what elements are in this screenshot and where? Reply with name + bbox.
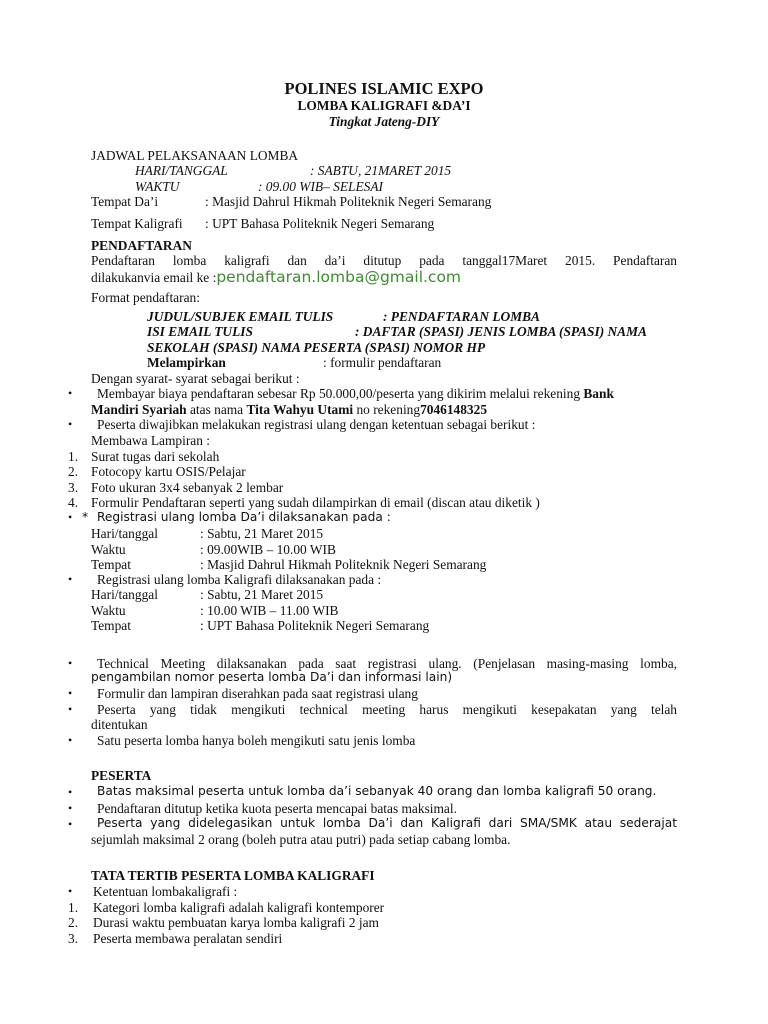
list-number: 2. [68, 915, 79, 930]
attachment-item: Surat tugas dari sekolah [91, 449, 220, 464]
rules-heading: TATA TERTIB PESERTA LOMBA KALIGRAFI [91, 868, 375, 883]
list-number: 1. [68, 900, 79, 915]
bullet-icon: • [68, 733, 73, 747]
rules-intro: Ketentuan lombakaligrafi : [93, 884, 238, 899]
email-body-value: : DAFTAR (SPASI) JENIS LOMBA (SPASI) NAMA [355, 324, 647, 339]
participants-quota: Batas maksimal peserta untuk lomba da’i sebanyak 40 orang dan lomba kaligrafi 50 orang. [97, 784, 657, 798]
account-holder: Tita Wahyu Utami [246, 402, 354, 417]
venue-dai-label: Tempat Da’i [91, 194, 159, 209]
absent-line-1: Peserta yang tidak mengikuti technical meeting harus mengikuti kesepakatan yang telah [97, 702, 677, 717]
participants-delegation-line-1: Peserta yang didelegasikan untuk lomba Da’i dan Kaligrafi dari SMA/SMK atau sederajat [97, 816, 677, 830]
schedule-date-label: HARI/TANGGAL [135, 163, 228, 178]
kal-rereg-place-value: : UPT Bahasa Politeknik Negeri Semarang [200, 618, 430, 633]
dai-rereg-place-value: : Masjid Dahrul Hikmah Politeknik Negeri Semarang [200, 557, 487, 572]
dai-rereg-date-value: : Sabtu, 21 Maret 2015 [200, 526, 324, 541]
rules-item: Kategori lomba kaligrafi adalah kaligrafi kontemporer [93, 900, 385, 915]
list-number: 3. [68, 480, 79, 495]
dai-rereg-date-label: Hari/tanggal [91, 526, 158, 541]
registration-paragraph-line2 [91, 269, 461, 286]
rules-item: Peserta membawa peralatan sendiri [93, 931, 283, 946]
kal-rereg-time-value: : 10.00 WIB – 11.00 WIB [200, 603, 339, 618]
account-holder-prefix: atas nama [186, 402, 247, 417]
conditions-intro: Dengan syarat- syarat sebagai berikut : [91, 371, 300, 386]
account-number: 7046148325 [420, 402, 488, 417]
document-subtitle: LOMBA KALIGRAFI &DA’I [297, 98, 471, 113]
document-title: POLINES ISLAMIC EXPO [284, 79, 484, 98]
rules-item: Durasi waktu pembuatan karya lomba kaligrafi 2 jam [93, 915, 379, 930]
email-body-label: ISI EMAIL TULIS [147, 324, 253, 339]
bullet-icon: • [68, 510, 73, 524]
list-number: 2. [68, 464, 79, 479]
dai-rereg-place-label: Tempat [91, 557, 131, 572]
tm-line-1: Technical Meeting dilaksanakan pada saat registrasi ulang. (Penjelasan masing-masing lomba, [97, 656, 677, 671]
kal-rereg-date-value: : Sabtu, 21 Maret 2015 [200, 587, 324, 602]
registration-heading: PENDAFTARAN [91, 238, 192, 253]
attach-label: Melampirkan [147, 355, 226, 370]
email-body-value-cont: SEKOLAH (SPASI) NAMA PESERTA (SPASI) NOMOR HP [147, 340, 486, 355]
one-event-note: Satu peserta lomba hanya boleh mengikuti satu jenis lomba [97, 733, 416, 748]
email-subject-value: : PENDAFTARAN LOMBA [383, 309, 540, 324]
dai-rereg-title: Registrasi ulang lomba Da’i dilaksanakan pada : [97, 510, 391, 524]
format-label: Format pendaftaran: [91, 290, 200, 305]
kal-rereg-place-label: Tempat [91, 618, 131, 633]
fee-text: Membayar biaya pendaftaran sebesar Rp 50.000,00/peserta yang dikirim melalui rekening [97, 386, 584, 401]
email-subject-label: JUDUL/SUBJEK EMAIL TULIS [147, 309, 334, 324]
bullet-icon: • [68, 801, 73, 815]
fee-line-1 [97, 386, 614, 401]
venue-kaligrafi-value: : UPT Bahasa Politeknik Negeri Semarang [205, 216, 435, 231]
attachment-item: Foto ukuran 3x4 sebanyak 2 lembar [91, 480, 284, 495]
absent-line-2: ditentukan [91, 717, 148, 732]
registration-paragraph-line1: Pendaftaran lomba kaligrafi dan da’i ditutup pada tanggal17Maret 2015. Pendaftaran [91, 253, 677, 268]
bullet-icon: • [68, 656, 73, 670]
venue-dai-value: : Masjid Dahrul Hikmah Politeknik Negeri Semarang [205, 194, 492, 209]
schedule-date-value: : SABTU, 21MARET 2015 [310, 163, 452, 178]
schedule-time-value: : 09.00 WIB– SELESAI [258, 179, 383, 194]
bullet-icon: • [68, 572, 73, 586]
schedule-heading: JADWAL PELAKSANAAN LOMBA [91, 148, 299, 163]
bank-name-part1: Bank [583, 386, 614, 401]
bullet-icon: • [68, 785, 73, 799]
dai-rereg-time-label: Waktu [91, 542, 126, 557]
schedule-time-label: WAKTU [135, 179, 180, 194]
bullet-icon: • [68, 386, 73, 400]
account-number-prefix: no rekening [353, 402, 421, 417]
registration-email[interactable]: pendaftaran.lomba@gmail.com [216, 268, 462, 286]
participants-delegation-line-2: sejumlah maksimal 2 orang (boleh putra atau putri) pada setiap cabang lomba. [91, 832, 511, 847]
bullet-icon: • [68, 686, 73, 700]
attachment-item: Formulir Pendaftaran seperti yang sudah dilampirkan di email (discan atau diketik ) [91, 495, 540, 510]
fee-line-2 [91, 402, 487, 417]
reregister-requirement: Peserta diwajibkan melakukan registrasi ulang dengan ketentuan sebagai berikut : [97, 417, 536, 432]
attachments-label: Membawa Lampiran : [91, 433, 210, 448]
list-number: 4. [68, 495, 79, 510]
document-level: Tingkat Jateng-DIY [328, 114, 440, 129]
bullet-icon: • [68, 884, 73, 898]
bullet-icon: • [68, 702, 73, 716]
list-number: 3. [68, 931, 79, 946]
bullet-icon: • [68, 417, 73, 431]
forms-note: Formulir dan lampiran diserahkan pada saat registrasi ulang [97, 686, 418, 701]
attachment-item: Fotocopy kartu OSIS/Pelajar [91, 464, 246, 479]
kal-rereg-date-label: Hari/tanggal [91, 587, 158, 602]
tm-line-2: pengambilan nomor peserta lomba Da’i dan informasi lain) [91, 670, 453, 684]
list-number: 1. [68, 449, 79, 464]
dai-rereg-time-value: : 09.00WIB – 10.00 WIB [200, 542, 336, 557]
bullet-icon: • [68, 817, 73, 831]
bank-name-part2: Mandiri Syariah [91, 402, 187, 417]
participants-heading: PESERTA [91, 768, 152, 783]
kal-rereg-time-label: Waktu [91, 603, 126, 618]
asterisk-icon: * [82, 509, 89, 524]
kal-rereg-title: Registrasi ulang lomba Kaligrafi dilaksanakan pada : [97, 572, 382, 587]
attach-value: : formulir pendaftaran [323, 355, 442, 370]
participants-closed: Pendaftaran ditutup ketika kuota peserta mencapai batas maksimal. [97, 801, 457, 816]
registration-email-prefix: dilakukanvia email ke : [91, 270, 217, 285]
venue-kaligrafi-label: Tempat Kaligrafi [91, 216, 183, 231]
